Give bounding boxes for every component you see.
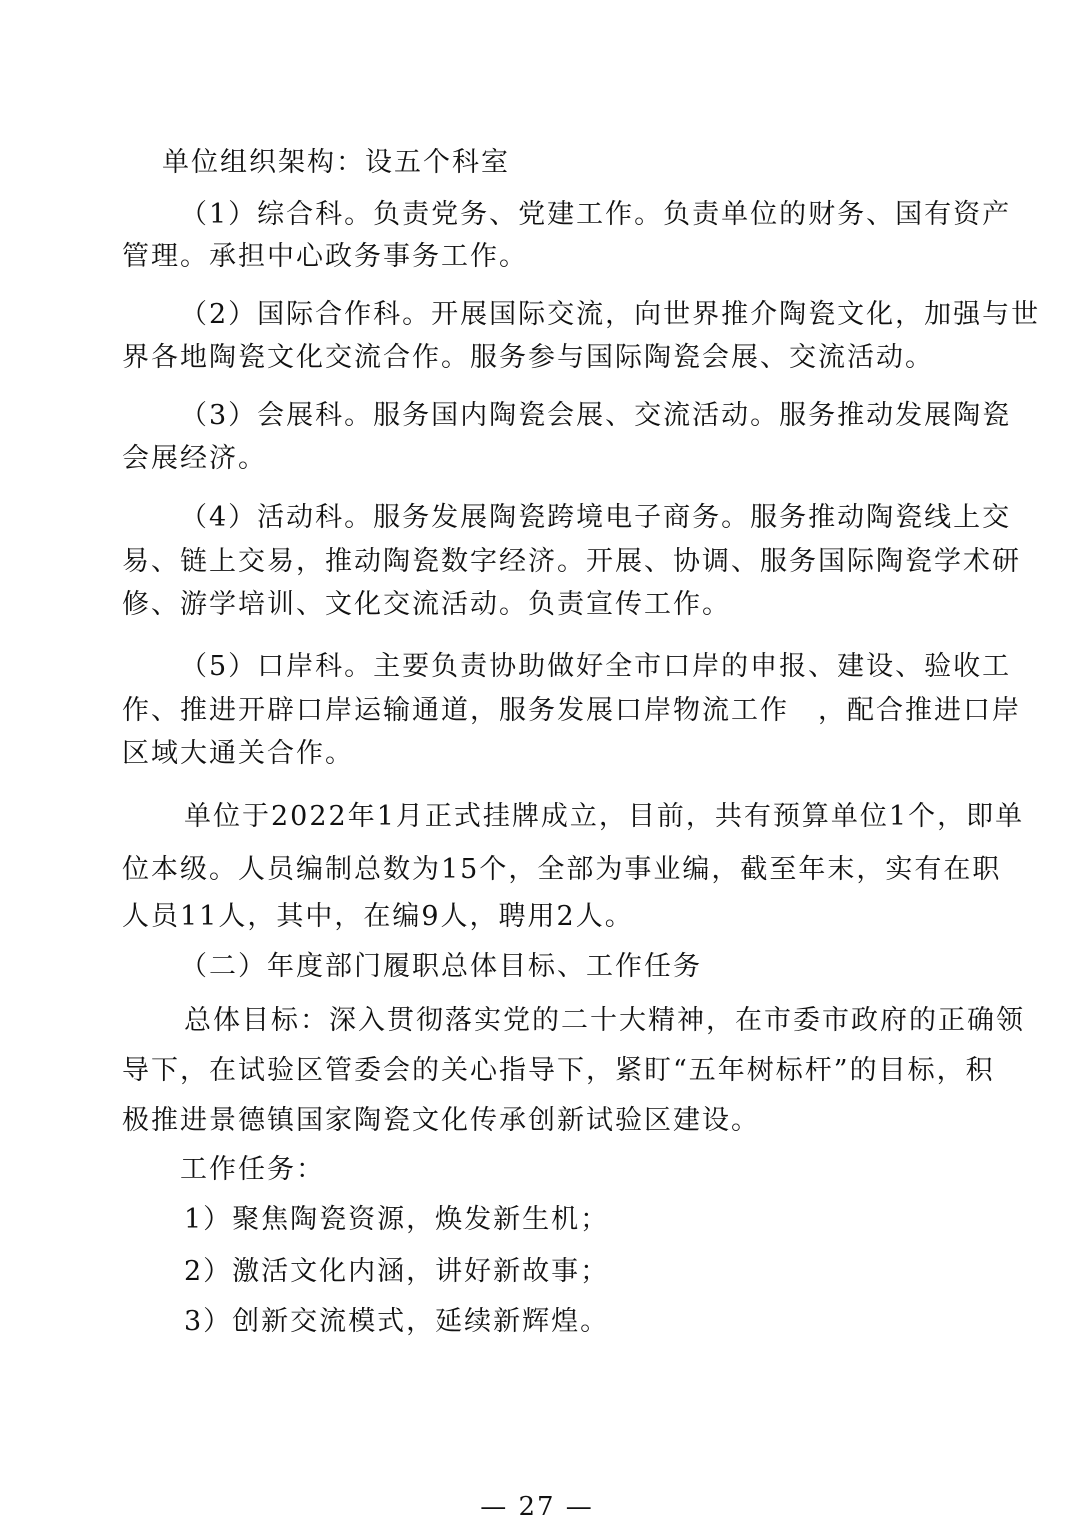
section-4-line-3: 修、游学培训、文化交流活动。负责宣传工作。	[122, 589, 731, 620]
unit-info-line-3: 人员11人，其中，在编9人，聘用2人。	[122, 901, 634, 932]
subsection-heading: （二）年度部门履职总体目标、工作任务	[180, 951, 702, 982]
section-2-line-2: 界各地陶瓷文化交流合作。服务参与国际陶瓷会展、交流活动。	[122, 342, 934, 373]
section-3-line-2: 会展经济。	[122, 443, 267, 474]
task-item-1: 1）聚焦陶瓷资源，焕发新生机；	[184, 1204, 610, 1235]
overall-goal-line-3: 极推进景德镇国家陶瓷文化传承创新试验区建设。	[122, 1105, 760, 1136]
task-item-3: 3）创新交流模式，延续新辉煌。	[184, 1306, 610, 1337]
section-5-line-1: （5）口岸科。主要负责协助做好全市口岸的申报、建设、验收工	[180, 651, 1012, 682]
overall-goal-line-2: 导下，在试验区管委会的关心指导下，紧盯“五年树标杆”的目标，积	[122, 1055, 995, 1086]
section-4-line-1: （4）活动科。服务发展陶瓷跨境电子商务。服务推动陶瓷线上交	[180, 502, 1012, 533]
section-4-line-2: 易、链上交易，推动陶瓷数字经济。开展、协调、服务国际陶瓷学术研	[122, 546, 1021, 577]
section-3-line-1: （3）会展科。服务国内陶瓷会展、交流活动。服务推动发展陶瓷	[180, 400, 1012, 431]
org-structure-heading: 单位组织架构：设五个科室	[162, 147, 510, 178]
section-5-line-3: 区域大通关合作。	[122, 738, 354, 769]
tasks-heading: 工作任务：	[180, 1154, 325, 1185]
unit-info-line-1: 单位于2022年1月正式挂牌成立，目前，共有预算单位1个，即单	[184, 801, 1025, 832]
section-2-line-1: （2）国际合作科。开展国际交流，向世界推介陶瓷文化，加强与世	[180, 299, 1041, 330]
page-number: — 27 —	[480, 1492, 594, 1522]
section-1-line-1: （1）综合科。负责党务、党建工作。负责单位的财务、国有资产	[180, 199, 1012, 230]
overall-goal-line-1: 总体目标：深入贯彻落实党的二十大精神，在市委市政府的正确领	[184, 1005, 1025, 1036]
task-item-2: 2）激活文化内涵，讲好新故事；	[184, 1256, 610, 1287]
unit-info-line-2: 位本级。人员编制总数为15个，全部为事业编，截至年末，实有在职	[122, 854, 1002, 885]
section-5-line-2: 作、推进开辟口岸运输通道，服务发展口岸物流工作 ，配合推进口岸	[122, 695, 1021, 726]
section-1-line-2: 管理。承担中心政务事务工作。	[122, 241, 528, 272]
